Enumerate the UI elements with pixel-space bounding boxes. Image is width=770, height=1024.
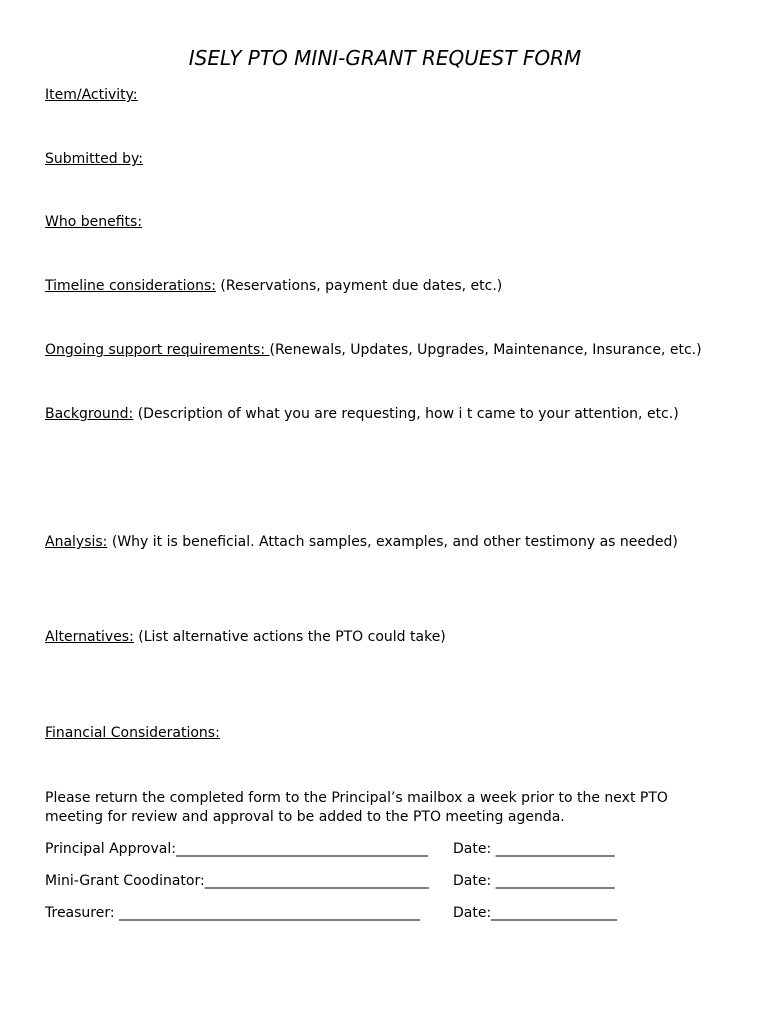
- field-hint: (Reservations, payment due dates, etc.): [215, 278, 503, 294]
- field-label: Financial Considerations:: [45, 725, 220, 741]
- field-hint: (List alternative actions the PTO could take): [133, 629, 446, 645]
- date-treasurer: Date:__________________: [453, 905, 618, 921]
- field-label: Who benefits:: [45, 214, 143, 230]
- field-label: Timeline considerations:: [45, 278, 216, 294]
- field-label: Item/Activity:: [45, 87, 138, 103]
- signature-principal: Principal Approval:____________________________________: [45, 841, 428, 857]
- signature-treasurer: Treasurer: ___________________________________________: [45, 905, 421, 921]
- field-who-benefits: [45, 214, 142, 230]
- field-financial: [45, 725, 220, 741]
- field-submitted-by: [45, 151, 143, 167]
- field-background: [45, 406, 679, 422]
- signature-coordinator: Mini-Grant Coodinator:________________________________: [45, 873, 429, 889]
- field-item-activity: [45, 87, 138, 103]
- return-instructions: Please return the completed form to the Principal’s mailbox a week prior to the next PTO meeting for review and approval to be added to the PTO meeting agenda.: [45, 790, 668, 825]
- field-timeline: [45, 278, 502, 294]
- date-principal: Date: _________________: [453, 841, 615, 857]
- field-label: Background:: [45, 406, 134, 422]
- field-hint: (Description of what you are requesting, how i t came to your attention, etc.): [133, 406, 679, 422]
- field-label: Ongoing support requirements:: [45, 342, 270, 358]
- field-ongoing-support: [45, 342, 702, 358]
- field-label: Alternatives:: [45, 629, 134, 645]
- field-hint: (Renewals, Updates, Upgrades, Maintenance, Insurance, etc.): [269, 342, 702, 358]
- field-hint: (Why it is beneficial. Attach samples, examples, and other testimony as needed): [107, 534, 678, 550]
- date-coordinator: Date: _________________: [453, 873, 615, 889]
- field-alternatives: [45, 629, 446, 645]
- field-label: Analysis:: [45, 534, 108, 550]
- field-analysis: [45, 534, 678, 550]
- form-title: ISELY PTO MINI-GRANT REQUEST FORM: [188, 46, 582, 70]
- field-label: Submitted by:: [45, 151, 143, 167]
